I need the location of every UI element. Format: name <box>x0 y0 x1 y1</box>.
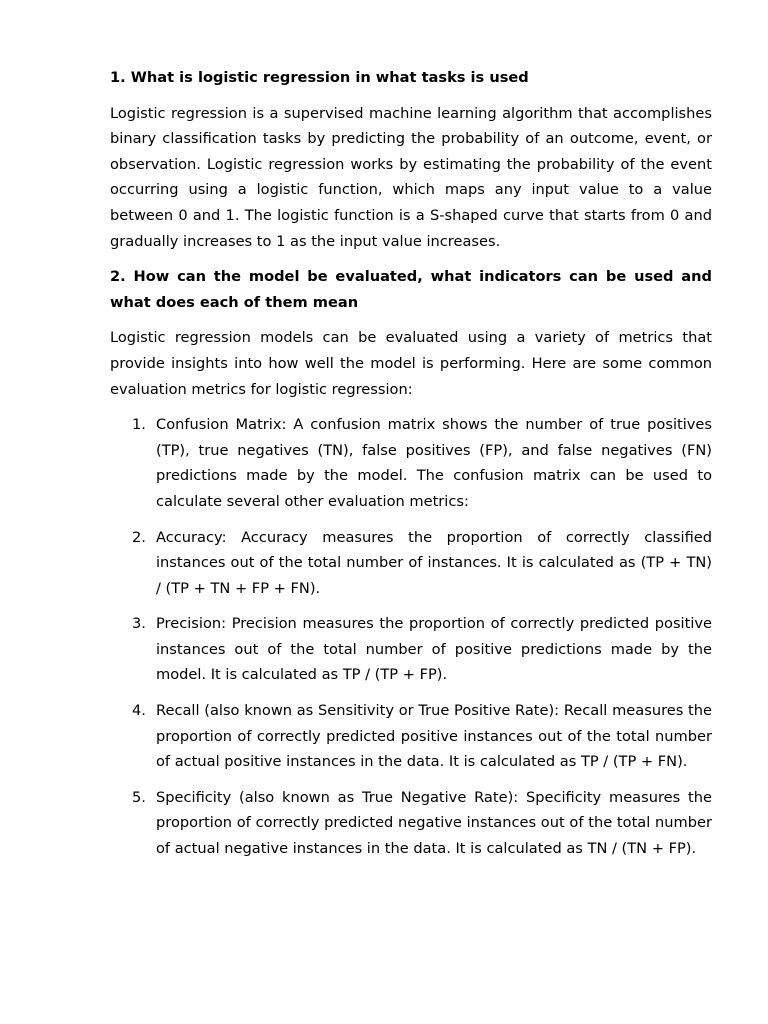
list-item-text: Specificity (also known as True Negative Rate): Specificity measures the proportion of correctly predicted negative instances out of the total number of actual negative instances in the data. It is calculated as TN / (TN + FP). <box>156 788 712 858</box>
paragraph-evaluation-intro: Logistic regression models can be evaluated using a variety of metrics that provide insights into how well the model is performing. Here are some common evaluation metrics for logistic regression: <box>110 329 712 398</box>
list-item-number: 1. <box>132 416 146 434</box>
section-heading-logistic-regression: 1. What is logistic regression in what tasks is used <box>110 69 529 86</box>
list-item-precision <box>110 611 712 688</box>
list-item-specificity <box>110 785 712 862</box>
list-item-confusion-matrix <box>110 412 712 514</box>
list-item-number: 5. <box>132 788 146 806</box>
section-heading-model-evaluation: 2. How can the model be evaluated, what indicators can be used and what does each of them mean <box>110 268 712 311</box>
list-item-number: 3. <box>132 615 146 633</box>
list-item-recall <box>110 698 712 775</box>
list-item-text: Accuracy: Accuracy measures the proportion of correctly classified instances out of the total number of instances. It is calculated as (TP + TN) / (TP + TN + FP + FN). <box>156 528 712 597</box>
list-item-text: Confusion Matrix: A confusion matrix shows the number of true positives (TP), true negatives (TN), false positives (FP), and false negatives (FN) predictions made by the model. The confusion matrix can be used to calculate several other evaluation metrics: <box>156 416 712 510</box>
evaluation-metrics-list <box>110 412 712 862</box>
list-item-number: 4. <box>132 702 146 720</box>
list-item-text: Precision: Precision measures the proportion of correctly predicted positive instances out of the total number of positive predictions made by the model. It is calculated as TP / (TP + FP). <box>156 615 712 684</box>
list-item-number: 2. <box>132 528 146 546</box>
list-item-accuracy <box>110 525 712 602</box>
paragraph-logistic-regression-definition: Logistic regression is a supervised machine learning algorithm that accomplishes binary classification tasks by predicting the probability of an outcome, event, or observation. Logistic regression works by estimating the probability of the event occurring using a logistic function, which maps any input value to a value between 0 and 1. The logistic function is a S-shaped curve that starts from 0 and gradually increases to 1 as the input value increases. <box>110 104 712 250</box>
document-body <box>110 65 712 862</box>
list-item-text: Recall (also known as Sensitivity or True Positive Rate): Recall measures the proportion of correctly predicted positive instances out of the total number of actual positive instances in the data. It is calculated as TP / (TP + FN). <box>156 702 712 771</box>
